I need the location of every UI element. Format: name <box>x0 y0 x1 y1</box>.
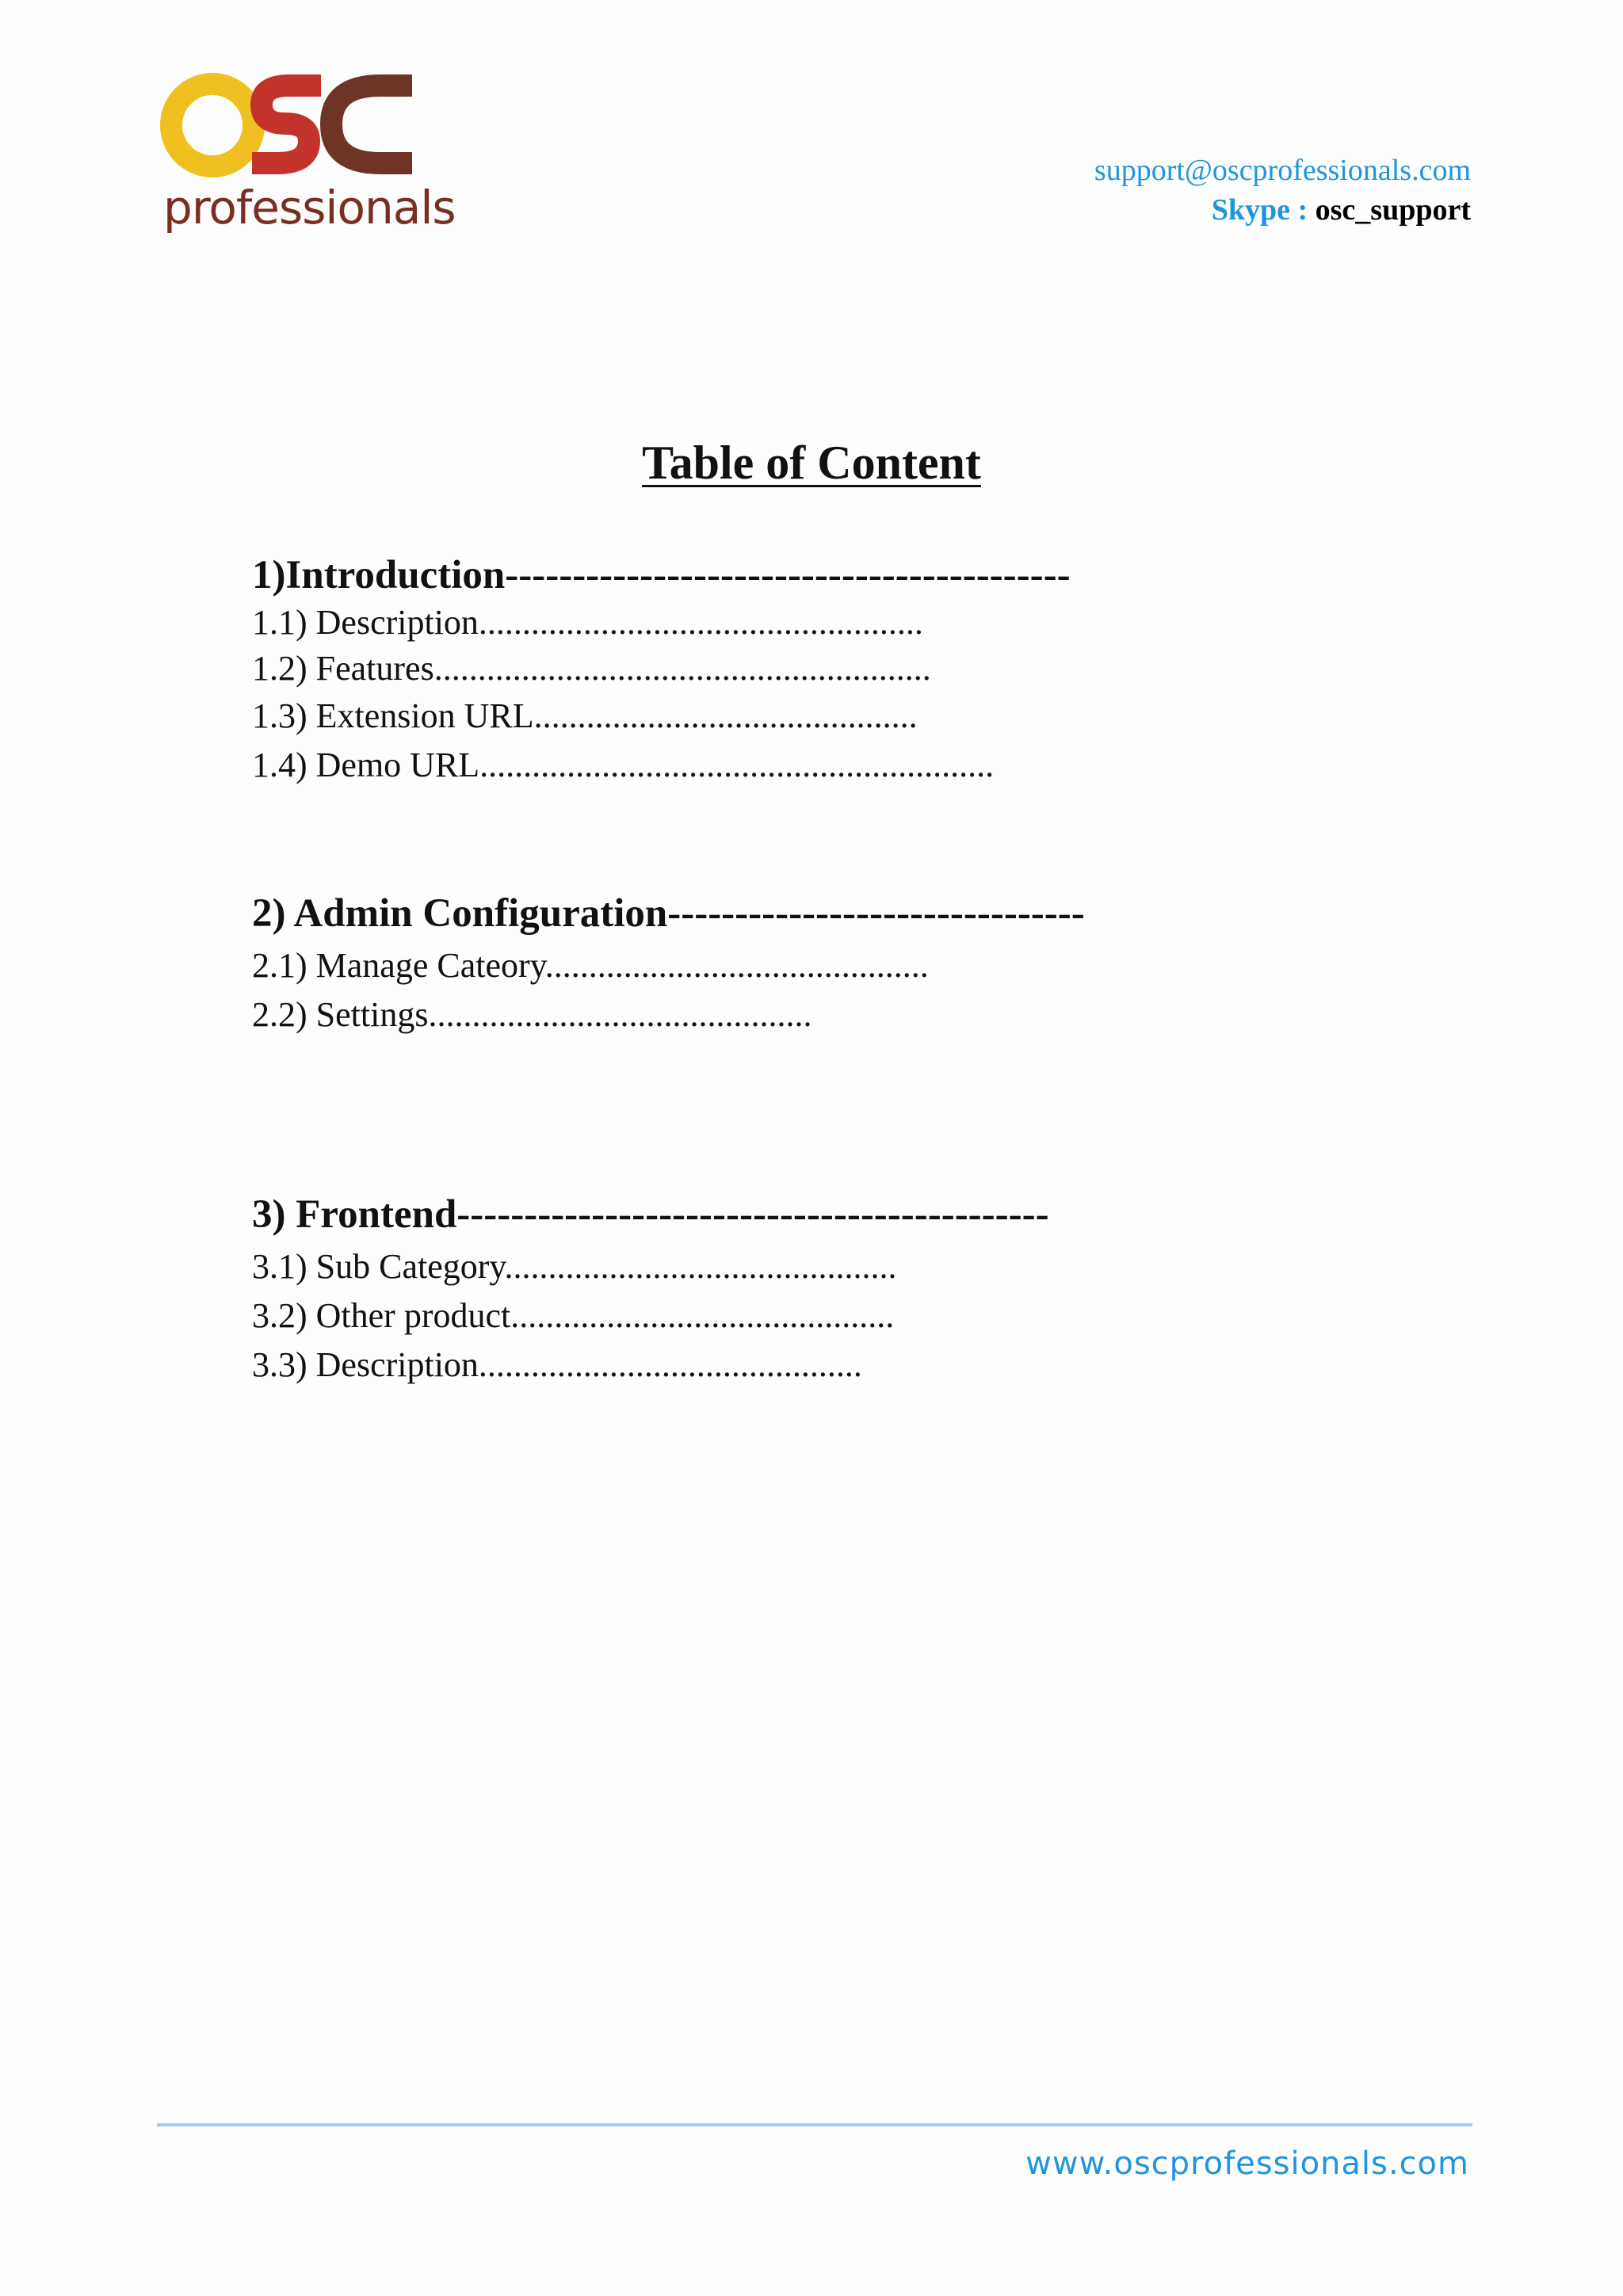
toc-entry[interactable]: 3.3) Description............................................ <box>252 1345 862 1384</box>
toc-section-frontend <box>252 1192 1049 1390</box>
section-heading[interactable]: 1)Introduction------------------------------------------ <box>252 553 1071 597</box>
toc-entry[interactable]: 2.2) Settings............................................ <box>252 995 812 1034</box>
section-heading[interactable]: 2) Admin Configuration------------------------------- <box>252 891 1085 936</box>
toc-entry[interactable]: 2.1) Manage Cateory............................................ <box>252 946 929 985</box>
section-heading[interactable]: 3) Frontend-------------------------------------------- <box>252 1192 1049 1237</box>
logo-wordmark: professionals <box>163 181 456 235</box>
toc-entry[interactable]: 1.2) Features......................................................... <box>252 649 931 688</box>
footer-website-link[interactable]: www.oscprofessionals.com <box>1025 2145 1469 2182</box>
toc-entry[interactable]: 1.4) Demo URL........................................................... <box>252 746 995 784</box>
skype-line <box>1094 190 1471 230</box>
toc-entry[interactable]: 3.2) Other product............................................ <box>252 1296 895 1335</box>
toc-entry[interactable]: 3.1) Sub Category............................................. <box>252 1247 897 1286</box>
toc-entry[interactable]: 1.3) Extension URL............................................ <box>252 696 918 735</box>
toc-entry[interactable]: 1.1) Description................................................... <box>252 603 923 642</box>
skype-label: Skype : <box>1211 193 1308 227</box>
footer-divider <box>157 2123 1472 2126</box>
support-email[interactable]: support@oscprofessionals.com <box>1094 154 1471 187</box>
contact-block <box>1094 151 1471 230</box>
page-title: Table of Content <box>642 437 981 489</box>
osc-logo-icon <box>158 68 420 179</box>
company-logo <box>158 68 456 242</box>
toc-section-introduction <box>252 552 1071 790</box>
toc-section-admin-configuration <box>252 891 1085 1039</box>
skype-value: osc_support <box>1315 193 1471 227</box>
